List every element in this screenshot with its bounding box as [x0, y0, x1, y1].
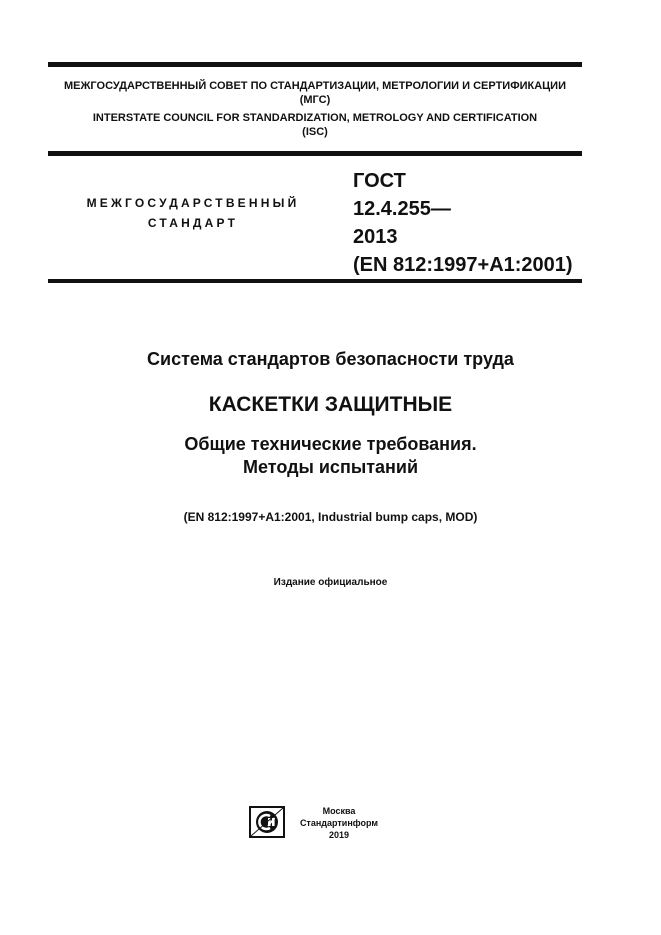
standard-type-line2: СТАНДАРТ [147, 216, 239, 230]
standard-type-label [48, 193, 338, 233]
document-description [0, 433, 661, 479]
standards-system-title: Система стандартов безопасности труда [147, 349, 514, 369]
description-line1: Общие технические требования. [184, 434, 477, 454]
council-ru-abbr: (МГС) [299, 94, 331, 106]
source-reference: (EN 812:1997+A1:2001, Industrial bump caps, MOD) [183, 510, 478, 524]
publisher-city: Москва [322, 806, 356, 816]
publisher-info [297, 805, 381, 841]
document-title: КАСКЕТКИ ЗАЩИТНЫЕ [208, 393, 453, 416]
description-line2: Методы испытаний [242, 457, 419, 477]
bottom-rule [48, 279, 582, 283]
gost-number: 12.4.255— [353, 198, 451, 220]
council-name-en [48, 111, 582, 139]
middle-rule [48, 151, 582, 156]
standartinform-logo-icon [249, 806, 285, 838]
standard-type-line1: МЕЖГОСУДАРСТВЕННЫЙ [86, 196, 300, 210]
gost-equivalent: (EN 812:1997+A1:2001) [353, 254, 573, 276]
publisher-year: 2019 [328, 830, 350, 840]
gost-prefix: ГОСТ [353, 170, 406, 192]
council-en-abbr: (ISC) [302, 126, 328, 138]
gost-year: 2013 [353, 226, 398, 248]
edition-note: Издание официальное [273, 577, 388, 588]
top-rule [48, 62, 582, 67]
council-name-ru [48, 79, 582, 107]
gost-designation [353, 167, 593, 279]
council-ru-text: МЕЖГОСУДАРСТВЕННЫЙ СОВЕТ ПО СТАНДАРТИЗАЦИИ, МЕТРОЛОГИИ И СЕРТИФИКАЦИИ [63, 80, 566, 92]
council-en-text: INTERSTATE COUNCIL FOR STANDARDIZATION, METROLOGY AND CERTIFICATION [92, 112, 538, 124]
publisher-name: Стандартинформ [299, 818, 379, 828]
